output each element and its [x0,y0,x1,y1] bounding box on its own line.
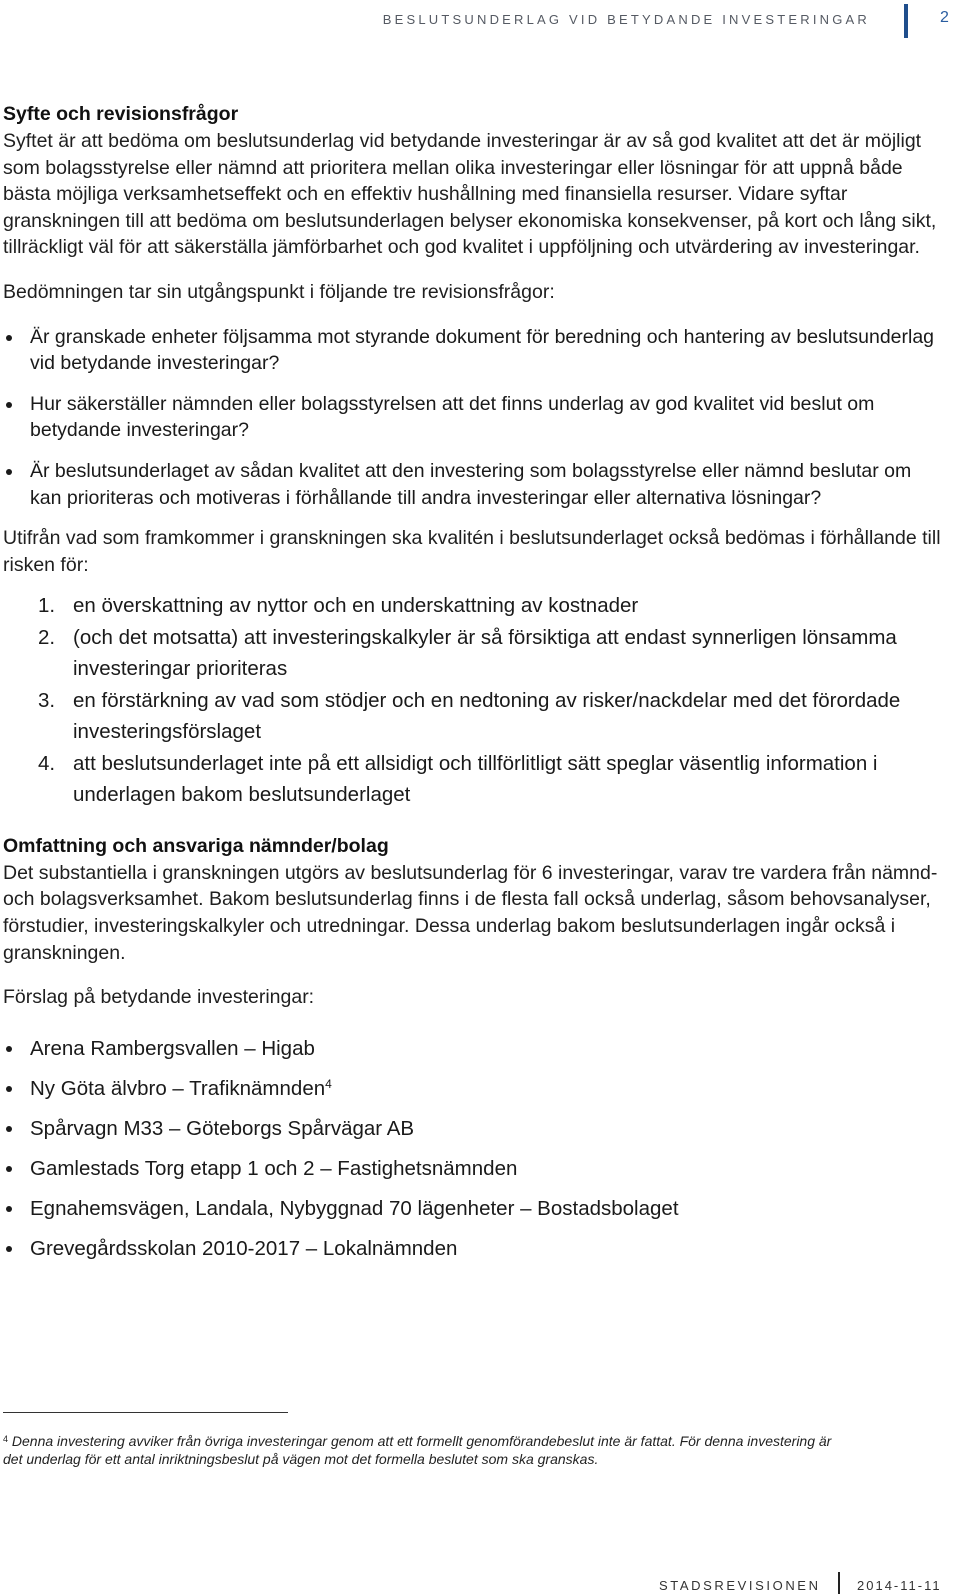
bullet-icon [6,335,12,341]
footer-organization: STADSREVISIONEN [659,1578,821,1593]
section-heading-purpose: Syfte och revisionsfrågor [3,103,239,125]
bullet-icon [6,1166,12,1172]
bullet-icon [6,1086,12,1092]
footnote-divider [3,1412,288,1413]
bullet-icon [6,1246,12,1252]
footnote-marker: 4 [3,1434,9,1444]
projects-list [3,1035,948,1262]
running-title: BESLUTSUNDERLAG VID BETYDANDE INVESTERINGAR [382,12,870,27]
list-item: 1. en överskattning av nyttor och en underskattning av kostnader [38,594,639,618]
projects-intro: Förslag på betydande investeringar: [3,986,315,1009]
list-item: Är granskade enheter följsamma mot styrande dokument för beredning och hantering av beslutsunderlag vid betydande investeringar? [3,324,948,377]
list-item: Spårvagn M33 – Göteborgs Spårvägar AB [3,1115,948,1142]
bullet-icon [6,1206,12,1212]
list-item: 4. att beslutsunderlaget inte på ett allsidigt och tillförlitligt sätt speglar väsentlig information i underlagen bakom beslutsunderlaget [38,751,878,807]
questions-intro: Bedömningen tar sin utgångspunkt i följande tre revisionsfrågor: [3,280,555,303]
bullet-icon [6,1126,12,1132]
list-item: Grevegårdsskolan 2010-2017 – Lokalnämnden [3,1235,948,1262]
page-number: 2 [940,9,949,26]
risks-intro: Utifrån vad som framkommer i granskningen ska kvalitén i beslutsunderlaget också bedömas i förhållande till risken för: [3,527,941,576]
scope-paragraph: Det substantiella i granskningen utgörs av beslutsunderlag för 6 investeringar, varav tre vardera från nämnd- och bolagsverksamhet. Bakom beslutsunderlag finns i de flesta fall också underlag, såsom behovsanalyser, förstudier, investeringskalkyler och utredningar. Dessa underlag bakom beslutsunderlagen ingår också i granskningen. [3,861,938,964]
section-heading-scope: Omfattning och ansvariga nämnder/bolag [3,834,389,857]
risks-list [3,590,948,811]
purpose-paragraph: Syftet är att bedöma om beslutsunderlag vid betydande investeringar är av så god kvalitet att det är möjligt som bolagsstyrelse eller nämnd att prioritera mellan olika investeringar eller lösningar för att uppnå både bästa möjliga verksamhetseffekt och en effektiv hushållning med finansiella resurser. Vidare syftar granskningen till att bedöma om beslutsunderlagen belyser ekonomiska konsekvenser, på kort och lång sikt, tillräckligt väl för att säkerställa jämförbarhet och god kvalitet i uppföljning och utvärdering av investeringar. [3,130,937,259]
list-item: Arena Rambergsvallen – Higab [3,1035,948,1062]
footer-separator [838,1572,840,1594]
list-item: Är beslutsunderlaget av sådan kvalitet att den investering som bolagsstyrelse eller nämnd beslutar om kan prioriteras och motiveras i förhållande till andra investeringar eller alternativa lösningar? [3,458,948,511]
list-item: Egnahemsvägen, Landala, Nybyggnad 70 lägenheter – Bostadsbolaget [3,1195,948,1222]
bullet-icon [6,1046,12,1052]
list-item: Ny Göta älvbro – Trafiknämnden$^4$ [3,1075,948,1102]
footnote-text: Denna investering avviker från övriga investeringar genom att ett formellt genomförandebeslut inte är fattat. För denna investering är det underlag för ett antal inriktningsbeslut på vägen mot det formella beslutet som ska granskas. [3,1433,832,1467]
footnote [3,1432,853,1468]
footer-date: 2014-11-11 [857,1578,942,1593]
page-body [3,101,948,1275]
list-item: 3. en förstärkning av vad som stödjer och en nedtoning av risker/nackdelar med det förordade investeringsförslaget [38,688,901,744]
bullet-icon [6,402,12,408]
list-item: Gamlestads Torg etapp 1 och 2 – Fastighetsnämnden [3,1155,948,1182]
bullet-icon [6,469,12,475]
header-accent-bar [904,4,908,38]
list-item: 2. (och det motsatta) att investeringskalkyler är så försiktiga att endast synnerligen lönsamma investeringar prioriteras [38,625,897,681]
revision-questions-list [3,324,948,512]
list-item: Hur säkerställer nämnden eller bolagsstyrelsen att det finns underlag av god kvalitet vid beslut om betydande investeringar? [3,391,948,444]
footnote-reference[interactable]: 4 [325,1076,332,1091]
